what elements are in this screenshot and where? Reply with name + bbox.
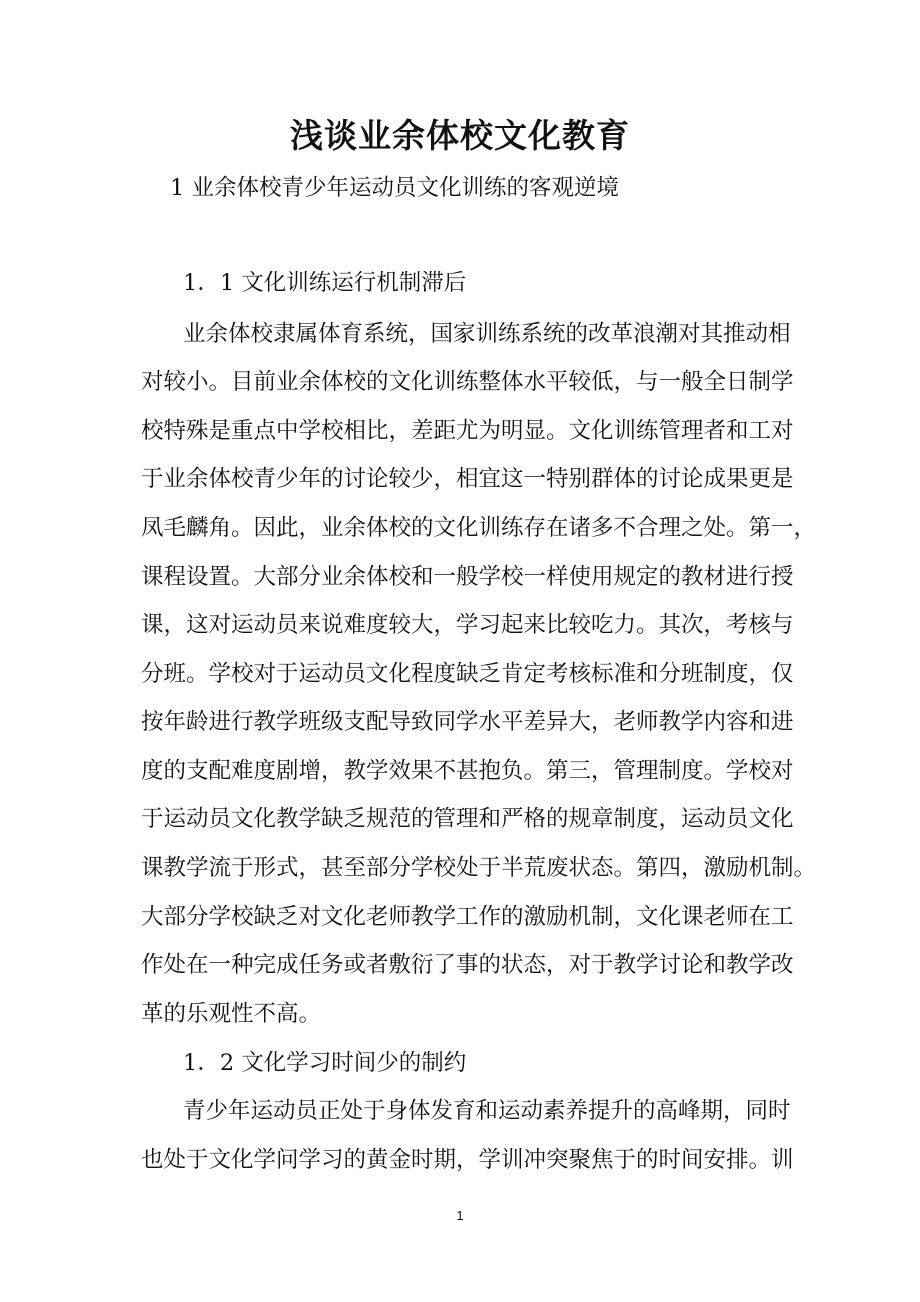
section-1-2-heading: 1．2 文化学习时间少的制约: [183, 1050, 467, 1076]
paragraph-line: 大部分学校缺乏对文化老师教学工作的激励机制，文化课老师在工: [141, 904, 794, 930]
paragraph-line: 凤毛麟角。因此，业余体校的文化训练存在诸多不合理之处。第一，: [141, 515, 817, 541]
paragraph-line: 课程设置。大部分业余体校和一般学校一样使用规定的教材进行授: [141, 564, 794, 590]
section-1-title: 1 业余体校青少年运动员文化训练的客观逆境: [170, 175, 619, 201]
paragraph-line: 对较小。目前业余体校的文化训练整体水平较低，与一般全日制学: [141, 369, 794, 395]
section-1-1-heading: 1．1 文化训练运行机制滞后: [183, 270, 467, 296]
paragraph-line: 青少年运动员正处于身体发育和运动素养提升的高峰期，同时: [183, 1098, 791, 1124]
page-number: 1: [456, 1208, 464, 1223]
paragraph-line: 校特殊是重点中学校相比，差距尤为明显。文化训练管理者和工对: [141, 418, 794, 444]
paragraph-line: 革的乐观性不高。: [141, 1001, 322, 1027]
document-title: 浅谈业余体校文化教育: [290, 116, 630, 155]
paragraph-line: 按年龄进行教学班级支配导致同学水平差异大，老师教学内容和进: [141, 709, 794, 735]
paragraph-line: 也处于文化学问学习的黄金时期，学训冲突聚焦于的时间安排。训: [141, 1147, 794, 1173]
paragraph-line: 于业余体校青少年的讨论较少，相宜这一特别群体的讨论成果更是: [141, 466, 794, 492]
paragraph-line: 业余体校隶属体育系统，国家训练系统的改革浪潮对其推动相: [183, 321, 791, 347]
paragraph-line: 课，这对运动员来说难度较大，学习起来比较吃力。其次，考核与: [141, 612, 794, 638]
paragraph-line: 度的支配难度剧增，教学效果不甚抱负。第三，管理制度。学校对: [141, 758, 794, 784]
paragraph-line: 分班。学校对于运动员文化程度缺乏肯定考核标准和分班制度，仅: [141, 661, 794, 687]
paragraph-line: 于运动员文化教学缺乏规范的管理和严格的规章制度，运动员文化: [141, 806, 794, 832]
paragraph-line: 课教学流于形式，甚至部分学校处于半荒废状态。第四，激励机制。: [141, 855, 817, 881]
paragraph-line: 作处在一种完成任务或者敷衍了事的状态，对于教学讨论和教学改: [141, 952, 794, 978]
